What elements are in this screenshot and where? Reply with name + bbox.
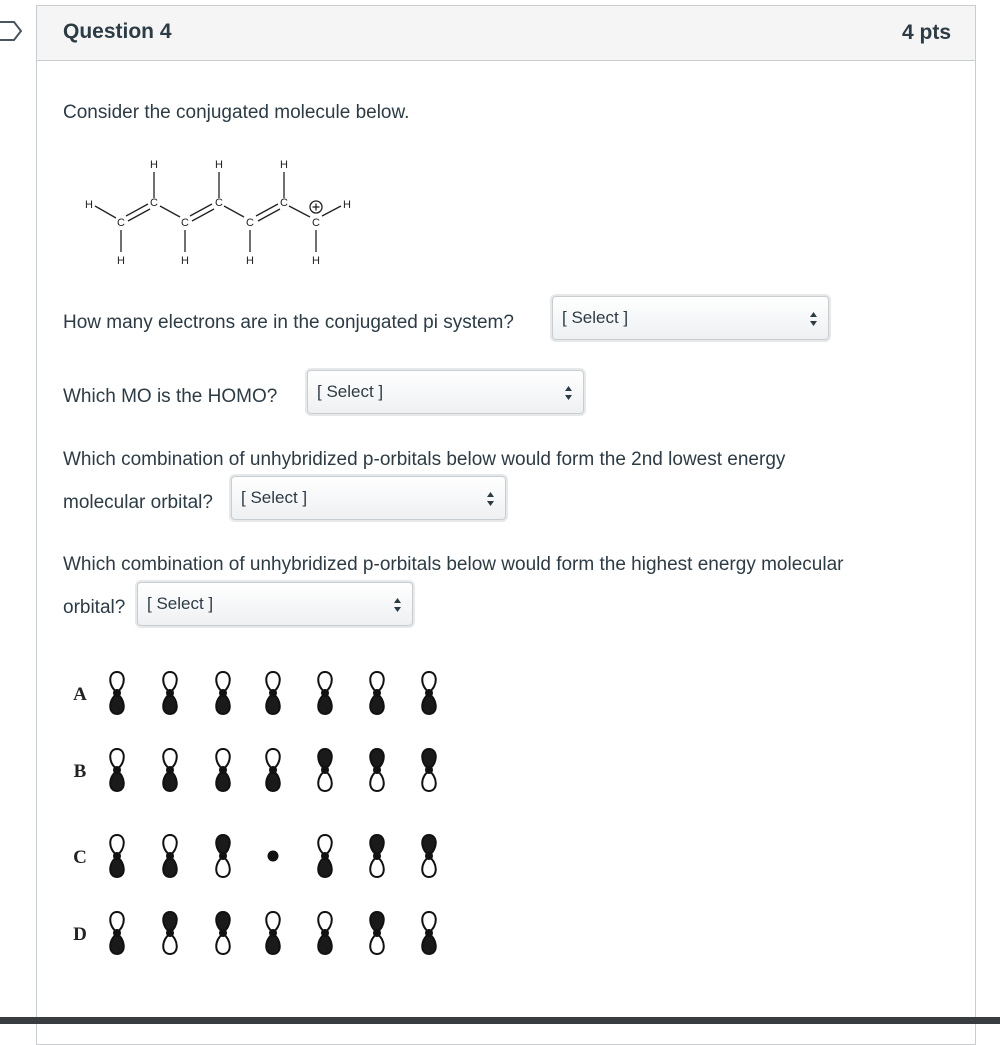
orbital-nucleus (425, 852, 433, 860)
orbital-nucleus (166, 852, 174, 860)
p-orbital (216, 672, 230, 714)
p-orbital (266, 749, 280, 791)
conjugated-molecule-diagram (78, 150, 368, 270)
orbital-nucleus (219, 689, 227, 697)
p-orbital (110, 835, 124, 877)
p-orbital (268, 851, 279, 862)
p-orbital (163, 672, 177, 714)
p-orbital (216, 912, 230, 954)
second-lowest-mo-question: Which combination of unhybridized p-orbitals below would form the 2nd lowest energy (63, 449, 786, 470)
select-arrows-icon (393, 597, 402, 613)
orbital-nucleus (269, 766, 277, 774)
second-lowest-mo-question-cont: molecular orbital? (63, 492, 213, 513)
question-points: 4 pts (901, 21, 951, 44)
atom-h-end: H (343, 199, 351, 211)
homo-select[interactable] (307, 370, 584, 414)
orbital-nucleus (269, 929, 277, 937)
highest-mo-select[interactable] (137, 582, 413, 626)
p-orbital (216, 835, 230, 877)
orbital-nucleus (321, 766, 329, 774)
homo-question: Which MO is the HOMO? (63, 386, 278, 407)
select-arrows-icon (564, 385, 573, 401)
electron-count-question: How many electrons are in the conjugated pi system? (63, 312, 514, 333)
p-orbital (370, 912, 384, 954)
orbital-nucleus (321, 852, 329, 860)
p-orbital (216, 749, 230, 791)
atom-h-top-3: H (280, 159, 288, 171)
question-flag-icon[interactable] (0, 20, 24, 42)
p-orbital (318, 749, 332, 791)
orbital-nucleus (166, 766, 174, 774)
atom-c7: C (312, 217, 320, 229)
orbital-nucleus (113, 929, 121, 937)
atom-h: H (85, 199, 93, 211)
atom-h-bottom-3: H (246, 255, 254, 267)
orbital-nucleus (166, 689, 174, 697)
orbital-nucleus (219, 929, 227, 937)
orbital-nucleus (219, 852, 227, 860)
orbital-nucleus (219, 766, 227, 774)
atom-h-bottom-2: H (181, 255, 189, 267)
orbital-nucleus (373, 689, 381, 697)
atom-h-bottom-1: H (117, 255, 125, 267)
orbital-nucleus (166, 929, 174, 937)
p-orbital (422, 749, 436, 791)
atom-h-bottom-4: H (312, 255, 320, 267)
p-orbital (110, 912, 124, 954)
p-orbital (110, 672, 124, 714)
atom-c1: C (117, 217, 125, 229)
bottom-edge-bar (0, 1017, 1000, 1024)
orbital-nucleus (425, 929, 433, 937)
select-value: [ Select ] (147, 594, 214, 613)
orbital-nucleus (373, 766, 381, 774)
orbital-nucleus (321, 929, 329, 937)
question-title: Question 4 (63, 20, 172, 43)
highest-mo-question-cont: orbital? (63, 597, 126, 618)
orbital-nucleus (321, 689, 329, 697)
p-orbital (370, 749, 384, 791)
atom-c5: C (246, 217, 254, 229)
second-lowest-mo-select[interactable] (231, 476, 506, 520)
orbital-nucleus (113, 852, 121, 860)
select-arrows-icon (486, 491, 495, 507)
orbital-nucleus (113, 689, 121, 697)
p-orbital (422, 835, 436, 877)
p-orbital (318, 912, 332, 954)
p-orbital (318, 835, 332, 877)
p-orbital (422, 672, 436, 714)
atom-h-top-2: H (215, 159, 223, 171)
orbital-nucleus (425, 689, 433, 697)
orbital-row-label: C (73, 847, 87, 868)
select-value: [ Select ] (317, 382, 384, 401)
select-arrows-icon (809, 311, 818, 327)
select-value: [ Select ] (241, 488, 308, 507)
p-orbital (163, 835, 177, 877)
p-orbital (266, 912, 280, 954)
orbital-nucleus (113, 766, 121, 774)
orbital-nucleus (373, 929, 381, 937)
p-orbital (370, 672, 384, 714)
atom-c2: C (150, 197, 158, 209)
p-orbital (370, 835, 384, 877)
p-orbital-combinations-diagram (60, 660, 460, 980)
select-value: [ Select ] (562, 308, 629, 327)
p-orbital (110, 749, 124, 791)
highest-mo-question: Which combination of unhybridized p-orbitals below would form the highest energy molecular (63, 554, 844, 575)
atom-h-top-1: H (150, 159, 158, 171)
atom-c6: C (280, 197, 288, 209)
atom-c4: C (215, 197, 223, 209)
atom-c3: C (181, 217, 189, 229)
p-orbital (163, 749, 177, 791)
p-orbital (318, 672, 332, 714)
orbital-nucleus (373, 852, 381, 860)
orbital-row-label: A (73, 684, 87, 705)
orbital-node (268, 851, 279, 862)
orbital-nucleus (425, 766, 433, 774)
orbital-row-label: B (73, 761, 87, 782)
orbital-nucleus (269, 689, 277, 697)
electron-count-select[interactable] (552, 296, 829, 340)
p-orbital (422, 912, 436, 954)
question-prompt: Consider the conjugated molecule below. (63, 102, 410, 123)
p-orbital (163, 912, 177, 954)
question-header (37, 6, 975, 61)
p-orbital (266, 672, 280, 714)
orbital-row-label: D (73, 924, 87, 945)
